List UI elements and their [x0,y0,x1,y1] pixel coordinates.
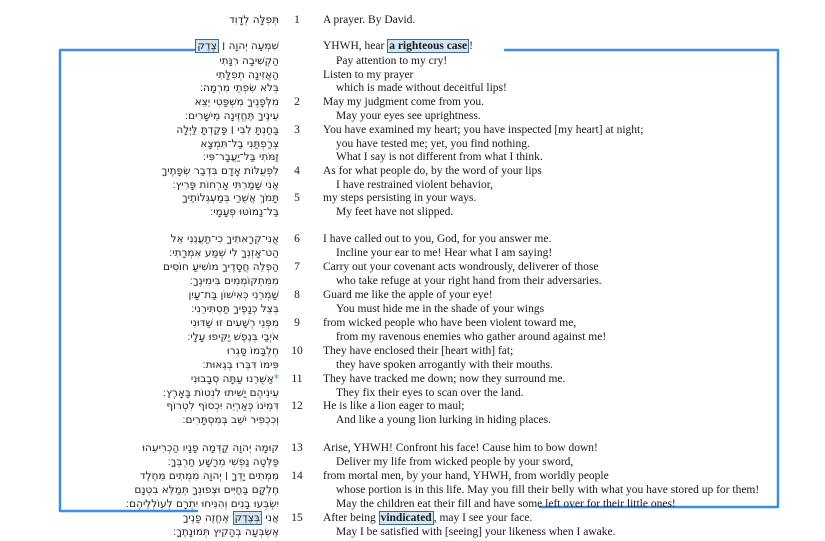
english-text-post: ! [469,40,473,52]
hebrew-text [227,344,279,358]
verse-number: 8 [294,289,300,301]
hebrew-line: תְּפִלָּה לְדָוִד [229,14,279,26]
hebrew-text [190,274,279,288]
english-text: Listen to my prayer [323,69,414,81]
english-text: from mortal men, by your hand, YHWH, from worldly people [323,470,609,482]
english-text: Deliver my life from wicked people by your sword, [336,456,574,468]
english-text: who take refuge at your right hand from their adversaries. [336,275,602,287]
english-text: They fix their eyes to scan over the land. [336,387,524,399]
hebrew-text [189,288,279,302]
verse-line [0,499,825,511]
english-highlight-box: vindicated [380,512,432,524]
hebrew-text-post: אֶחֱזֶה פָנֶיךָ [182,512,233,524]
hebrew-text [203,150,279,164]
verse-number: 3 [294,124,300,136]
hebrew-line: שָׁמְרֵנִי כְּאִישׁוֹן בַּת־עָיִן [188,289,279,301]
verse-number: 6 [294,233,300,245]
hebrew-line: פַּלְּטָה נַפְשִׁי מֵרָשָׁע חַרְבֶּךָ׃ [167,456,279,468]
verse-line [0,415,825,427]
verse-number: 14 [291,470,303,482]
hebrew-line: אַשֻּׁרֵנוּ עַתָּה סְבָבוּנִי [190,373,274,385]
verse-number: 2 [294,96,300,108]
hebrew-line: זַמֹּתִי בַּל־יַעֲבָר־פִּי׃ [203,151,279,163]
english-text [323,511,532,525]
verse-line [0,56,825,68]
hebrew-line: אֹיְבַי בְּנֶפֶשׁ יַקִּיפוּ עָלָי׃ [187,331,279,343]
verse-number: 9 [294,317,300,329]
english-text: You must hide me in the shade of your wings [336,303,545,315]
english-text-pre: After being [323,512,379,524]
hebrew-text [182,413,279,427]
hebrew-highlight-box: צֶדֶק [197,40,217,52]
english-text: You have examined my heart; you have inspected [my heart] at night; [323,124,644,136]
hebrew-text [182,191,279,205]
verse-line [0,193,825,205]
hebrew-text [190,316,279,330]
verse-line [0,332,825,344]
hebrew-line: קוּמָה יְהוָה קַדְּמָה פָנָיו הַכְרִיעֵהוּ [142,442,279,454]
hebrew-text [183,511,279,525]
hebrew-text [173,178,280,192]
hebrew-text [219,54,279,68]
verse-number: 10 [291,345,303,357]
hebrew-line: אֲנִי־קְרָאתִיךָ כִי־תַעֲנֵנִי אֵל [170,233,279,245]
english-text: my steps persisting in your ways. [323,192,477,204]
english-text: A prayer. By David. [323,14,416,26]
hebrew-text [191,302,279,316]
verse-line [0,290,825,302]
hebrew-line: וְכִכְפִיר יֹשֵׁב בְּמִסְתָּרִים׃ [182,414,279,426]
hebrew-line: הַט־אָזְנְךָ לִי שְׁמַע אִמְרָתִי׃ [169,247,279,259]
hebrew-line: יִשְׂבְּעוּ בָנִים וְהִנִּיחוּ יִתְרָם לְעוֹלְלֵיהֶם׃ [126,498,279,510]
hebrew-text [185,109,279,123]
hebrew-text [187,330,279,344]
verse-line [0,318,825,330]
verse-line [0,360,825,372]
verse-line [0,41,825,53]
english-text: What I say is not different from what I think. [336,151,543,163]
verse-line [0,401,825,413]
english-text: He is like a lion eager to maul; [323,400,465,412]
verse-number: 5 [294,192,300,204]
hebrew-highlight-box: בְּצֶדֶק [234,512,261,524]
english-text: They have enclosed their [heart with] fat; [323,345,514,357]
verse-line [0,513,825,525]
verse-number: 11 [291,373,303,385]
verse-line [0,443,825,455]
hebrew-text [140,469,279,483]
hebrew-line: עֵינֵיהֶם יָשִׁיתוּ לִנְטוֹת בָּאָרֶץ׃ [163,387,279,399]
verse-line [0,346,825,358]
verse-line [0,83,825,95]
hebrew-line: עֵינֶיךָ תֶּחֱזֶינָה מֵישָׁרִים׃ [185,110,279,122]
verse-line [0,262,825,274]
english-text: Carry out your covenant acts wondrously, deliverer of those [323,261,599,273]
hebrew-text [169,246,279,260]
verse-line [0,457,825,469]
verse-line [0,234,825,246]
hebrew-text-pre: שִׁמְעָה יְהוָה ׀ [218,40,279,52]
verse-number: 15 [291,512,303,524]
hebrew-text [195,39,279,53]
hebrew-line: הַקְשִׁיבָה רִנָּתִי [219,55,279,67]
verse-line [0,485,825,497]
verse-line [0,166,825,178]
english-text: from my ravenous enemies who gather around against me! [336,331,607,343]
hebrew-line: חֶלְקָם בַּחַיִּים וּצְפוּנְךָ תְּמַלֵּא בִטְנָם [134,484,279,496]
hebrew-text [171,232,279,246]
verse-number: 12 [291,400,303,412]
hebrew-text [200,81,279,95]
verse-line [0,97,825,109]
hebrew-line: צְרַפְתַּנִי בַל־תִּמְצָא [200,138,279,150]
english-text: Incline your ear to me! Hear what I am saying! [336,247,553,259]
hebrew-text [163,386,279,400]
english-text: whose portion is in this life. May you fill their belly with what you have stored up for them! [336,484,760,496]
hebrew-line: מִפְּנֵי רְשָׁעִים זוּ שַׁדּוּנִי [190,317,279,329]
english-text: May your eyes see uprightness. [336,110,481,122]
verse-line [0,527,825,539]
hebrew-line: לִפְעֻלּוֹת אָדָם בִּדְבַר שְׂפָתֶיךָ [161,165,279,177]
hebrew-text [229,13,279,27]
hebrew-line: הַפְלֵה חֲסָדֶיךָ מוֹשִׁיעַ חוֹסִים [163,261,279,273]
hebrew-line: דִּמְיֹנוֹ כְּאַרְיֵה יִכְסוֹף לִטְרוֹף [166,400,279,412]
english-text: May I be satisfied with [seeing] your likeness when I awake. [336,526,616,538]
hebrew-line: אֲנִי שָׁמַרְתִּי אָרְחוֹת פָּרִיץ׃ [172,179,279,191]
english-text: Pay attention to my cry! [336,55,448,67]
hebrew-text [126,497,279,511]
hebrew-line: בָּחַנְתָּ לִבִּי ׀ פָּקַדְתָּ לַּיְלָה [176,124,279,136]
hebrew-line: אֶשְׂבְּעָה בְהָקִיץ תְּמוּנָתֶךָ׃ [173,526,279,538]
hebrew-text [134,483,279,497]
english-text: Arise, YHWH! Confront his face! Cause him to bow down! [323,442,598,454]
english-text: They have tracked me down; now they surround me. [323,373,566,385]
verse-line [0,152,825,164]
english-text: May my judgment come from you. [323,96,484,108]
hebrew-line: מִלְּפָנֶיךָ מִשְׁפָּטִי יֵצֵא [194,96,279,108]
verse-line [0,248,825,260]
hebrew-line: בְּלֹא שִׂפְתֵי מִרְמָה׃ [199,82,279,94]
verse-line [0,207,825,219]
hebrew-text [173,525,279,539]
verse-number: 13 [291,442,303,454]
hebrew-text-pre: אֲנִי [262,512,279,524]
english-text: May the children eat their fill and have some left over for their little ones! [336,498,676,510]
english-text: you have tested me; yet, you find nothing. [336,138,530,150]
english-text: Guard me like the apple of your eye! [323,289,493,301]
verse-line [0,125,825,137]
verse-line [0,374,825,386]
verse-line [0,111,825,123]
hebrew-line: הַאֲזִינָה תְפִלָּתִי [216,69,279,81]
verse-number: 7 [294,261,300,273]
note-asterisk: * [273,373,279,385]
hebrew-text [216,68,279,82]
hebrew-text [168,455,279,469]
hebrew-line: פִּימוֹ דִּבְּרוּ בְגֵאוּת׃ [202,359,279,371]
verse-line [0,15,825,27]
hebrew-line: מִמְתִים יָדְךָ ׀ יְהוָה מִמְתִים מֵחֶלֶד [139,470,279,482]
english-text-post: , may I see your face. [433,512,533,524]
english-text-pre: YHWH, hear [323,40,388,52]
hebrew-text [166,399,279,413]
hebrew-text [195,95,279,109]
english-text [323,39,473,53]
hebrew-text [203,358,279,372]
hebrew-line: חֶלְבָּמוֹ סָּגְרוּ [226,345,279,357]
verse-line [0,276,825,288]
verse-number: 1 [294,14,300,26]
hebrew-line: מִמִּתְקוֹמְמִים בִּימִינֶךָ׃ [189,275,279,287]
english-text: My feet have not slipped. [336,206,454,218]
hebrew-text [176,123,279,137]
hebrew-line: בַּל־נָמוֹטּוּ פְעָמָי׃ [210,206,279,218]
english-text: I have restrained violent behavior, [336,179,493,191]
hebrew-text [210,205,279,219]
english-text: As for what people do, by the word of your lips [323,165,542,177]
english-text: which is made without deceitful lips! [336,82,507,94]
hebrew-line: בְּצֵל כְּנָפֶיךָ תַּסְתִּירֵנִי׃ [191,303,279,315]
english-text: And like a young lion lurking in hiding places. [336,414,551,426]
hebrew-text [191,372,279,386]
english-text: I have called out to you, God, for you answer me. [323,233,552,245]
hebrew-line: תָּמֹךְ אֲשֻׁרַי בְּמַעְגְּלוֹתֶיךָ [181,192,279,204]
hebrew-text [200,137,279,151]
english-text: they have spoken arrogantly with their mouths. [336,359,553,371]
hebrew-text [163,260,279,274]
english-text: from wicked people who have been violent toward me, [323,317,577,329]
verse-number: 4 [294,165,300,177]
verse-line [0,471,825,483]
hebrew-text [142,441,279,455]
verse-line [0,304,825,316]
english-highlight-box: a righteous case [389,40,468,52]
hebrew-text [162,164,279,178]
